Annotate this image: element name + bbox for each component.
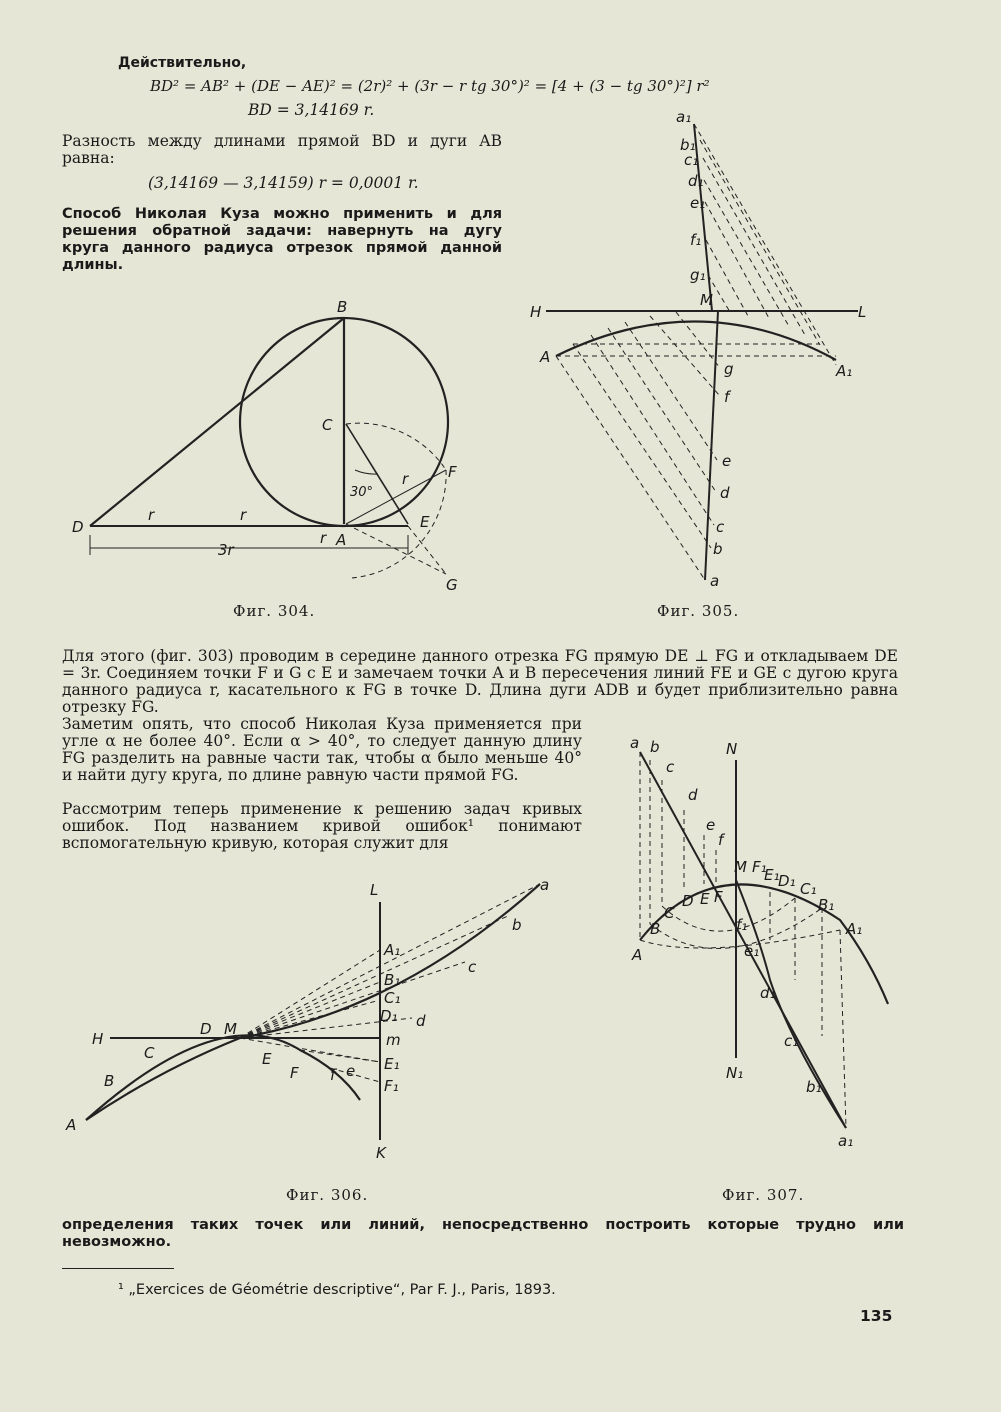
paragraph-definition: определения таких точек или линий, непосредственно построить которые трудно или невозможно.	[62, 1217, 904, 1250]
label-r2-304: r	[240, 506, 247, 524]
label-g-304: G	[446, 576, 458, 594]
paragraph-angle-note: Заметим опять, что способ Николая Куза применяется при угле α не более 40°. Если α > 40°, то следует данную длину FG разделить на равные части так, чтобы α было меньше 40° и найти дугу круга, по длине равную части прямой FG.	[62, 715, 582, 784]
curve-307	[736, 880, 846, 1128]
label-e1-lower-305: e₁	[690, 194, 706, 212]
label-d-306: D	[200, 1020, 212, 1038]
label-l-305: L	[858, 303, 867, 321]
label-d1-upper-307: D₁	[778, 872, 796, 890]
label-a-305: A	[540, 348, 551, 366]
paragraph-difference: Разность между длинами прямой BD и дуги AB равна:	[62, 132, 502, 167]
intro-text: Действительно,	[118, 55, 247, 71]
label-b-upper-307: B	[650, 920, 661, 938]
label-n1-307: N₁	[726, 1064, 744, 1082]
paragraph-construction: Для этого (фиг. 303) проводим в середине данного отрезка FG прямую DE ⊥ FG и откладываем DE = 3r. Соединяем точки F и G с E и замечаем точки A и B пересечения линий FE и GE с дугою круга данного радиуса r, касательного к FG в точке D. Длина дуги ADB и будет приблизительно равна отрезку FG.	[62, 647, 898, 716]
label-angle-304: 30°	[350, 485, 374, 500]
label-r1-304: r	[148, 506, 155, 524]
label-f-306: F	[290, 1064, 299, 1082]
label-r3-304: r	[320, 529, 327, 547]
label-k-306: K	[376, 1144, 386, 1162]
label-e-306: E	[262, 1050, 272, 1068]
label-m-307: M	[734, 858, 747, 876]
label-g1-lower-305: g₁	[690, 266, 706, 284]
label-3r-304: 3r	[218, 541, 234, 559]
label-d-304: D	[72, 518, 84, 536]
label-b-304: B	[337, 298, 348, 316]
label-c-306: C	[144, 1044, 155, 1062]
label-c-lower-306: c	[468, 958, 477, 976]
label-h-306: H	[92, 1030, 104, 1048]
label-a1-306: A₁	[384, 941, 401, 959]
label-e1-upper-307: E₁	[764, 866, 780, 884]
label-f-305: f	[724, 388, 730, 406]
label-f1-upper-307: F₁	[752, 858, 767, 876]
label-a1-lower-305: a₁	[676, 108, 692, 126]
label-c-305: c	[716, 518, 725, 536]
label-d1-lower-305: d₁	[688, 172, 704, 190]
label-b-307: b	[650, 738, 660, 756]
equation-difference: (3,14169 — 3,14159) r = 0,0001 r.	[148, 174, 419, 192]
label-d-305: d	[720, 484, 730, 502]
caption-fig-305: Фиг. 305.	[657, 602, 740, 620]
label-d-lower-306: d	[416, 1012, 426, 1030]
label-c1-306: C₁	[384, 989, 401, 1007]
caption-fig-307: Фиг. 307.	[722, 1186, 805, 1204]
label-b-306: B	[104, 1072, 115, 1090]
label-c-307: c	[666, 758, 675, 776]
label-c1-307: c₁	[784, 1032, 799, 1050]
page-number: 135	[860, 1307, 893, 1325]
label-c1-lower-305: c₁	[684, 151, 699, 169]
label-b-lower-306: b	[512, 916, 522, 934]
label-a-304: A	[336, 531, 347, 549]
label-d-upper-307: D	[682, 892, 694, 910]
label-c-upper-307: C	[664, 904, 675, 922]
label-e-307: e	[706, 816, 716, 834]
label-f-lower-306: f	[330, 1066, 336, 1084]
label-d-307: d	[688, 786, 698, 804]
label-a-lower-306: a	[540, 876, 550, 894]
label-b1-307: b₁	[806, 1078, 822, 1096]
equation-bd-squared: BD² = AB² + (DE − AE)² = (2r)² + (3r − r tg 30°)² = [4 + (3 − tg 30°)²] r²	[150, 77, 710, 95]
label-d1-307: d₁	[760, 984, 776, 1002]
label-a1-305: A₁	[836, 362, 853, 380]
label-f-upper-307: F	[714, 888, 723, 906]
label-g-305: g	[724, 360, 734, 378]
label-e-lower-306: e	[346, 1062, 356, 1080]
label-a-306: A	[66, 1116, 77, 1134]
equation-bd: BD = 3,14169 r.	[248, 101, 375, 119]
label-a-upper-307: A	[632, 946, 643, 964]
label-b1-lower-305: b₁	[680, 136, 696, 154]
label-b1-306: B₁	[384, 971, 401, 989]
label-f1-307: f₁	[736, 916, 748, 934]
label-a-305: a	[710, 572, 720, 590]
caption-fig-306: Фиг. 306.	[286, 1186, 369, 1204]
label-c1-upper-307: C₁	[800, 880, 817, 898]
paragraph-cusa-method: Способ Николая Куза можно применить и для решения обратной задачи: навернуть на дугу круга данного радиуса отрезок прямой данной длины.	[62, 206, 502, 273]
label-m-lower-306: m	[386, 1031, 401, 1049]
label-a1-307: a₁	[838, 1132, 854, 1150]
label-h-305: H	[530, 303, 542, 321]
label-a-307: a	[630, 734, 640, 752]
label-e-304: E	[420, 513, 430, 531]
label-r4-304: r	[402, 470, 409, 488]
label-e1-307: e₁	[744, 942, 760, 960]
label-m-306: M	[224, 1020, 237, 1038]
label-f1-306: F₁	[384, 1077, 399, 1095]
label-f-307: f	[718, 831, 724, 849]
label-e-305: e	[722, 452, 732, 470]
label-b-305: b	[713, 540, 723, 558]
label-d1-306: D₁	[380, 1007, 398, 1025]
paragraph-error-curves: Рассмотрим теперь применение к решению задач кривых ошибок. Под названием кривой ошибок¹ понимают вспомогательную кривую, которая служит для	[62, 800, 582, 852]
footnote: ¹ „Exercices de Géométrie descriptive“, Par F. J., Paris, 1893.	[118, 1282, 556, 1298]
footnote-rule	[62, 1268, 174, 1269]
label-c-304: C	[322, 416, 333, 434]
label-b1-upper-307: B₁	[818, 896, 835, 914]
label-e-upper-307: E	[700, 890, 710, 908]
label-f-304: F	[448, 463, 457, 481]
label-e1-306: E₁	[384, 1055, 400, 1073]
label-f1-lower-305: f₁	[690, 231, 702, 249]
label-l-306: L	[370, 881, 379, 899]
caption-fig-304: Фиг. 304.	[233, 602, 316, 620]
label-n-307: N	[726, 740, 738, 758]
label-a1-upper-307: A₁	[846, 920, 863, 938]
label-m-305: M	[700, 291, 713, 309]
